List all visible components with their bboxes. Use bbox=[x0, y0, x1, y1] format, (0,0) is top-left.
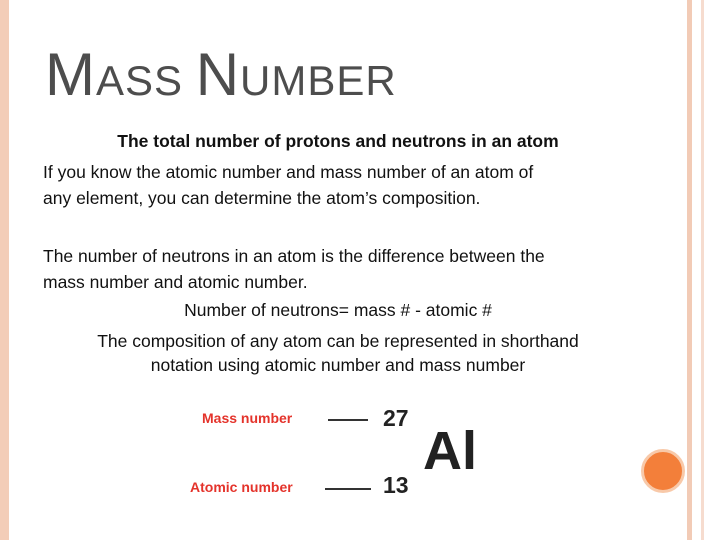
orange-circle-decor bbox=[641, 449, 685, 493]
left-decor-rail bbox=[0, 0, 9, 540]
atomic-number-label: Atomic number bbox=[190, 479, 293, 495]
paragraph-2-line-2: mass number and atomic number. bbox=[43, 272, 308, 292]
paragraph-1-line-2: any element, you can determine the atom’s composition. bbox=[43, 188, 481, 208]
right-decor-rail bbox=[687, 0, 692, 540]
atomic-notation-diagram bbox=[180, 398, 500, 508]
right-decor-rail-thin bbox=[701, 0, 704, 540]
element-symbol: Al bbox=[423, 421, 477, 481]
atomic-number-value: 13 bbox=[383, 472, 409, 498]
paragraph-3-line-1: The composition of any atom can be represented in shorthand bbox=[97, 331, 579, 351]
definition-text: The total number of protons and neutrons in an atom bbox=[117, 131, 559, 151]
paragraph-3-line-2: notation using atomic number and mass number bbox=[150, 355, 526, 375]
mass-number-value: 27 bbox=[383, 405, 409, 431]
mass-number-label: Mass number bbox=[202, 410, 293, 426]
paragraph-2-line-1: The number of neutrons in an atom is the difference between the bbox=[43, 246, 545, 266]
mass-number-pointer-line bbox=[328, 419, 368, 421]
slide-title: MASS NUMBER bbox=[45, 41, 397, 108]
neutron-formula: Number of neutrons= mass # - atomic # bbox=[184, 300, 492, 320]
atomic-number-pointer-line bbox=[325, 488, 371, 490]
paragraph-1-line-1: If you know the atomic number and mass number of an atom of bbox=[43, 162, 534, 182]
